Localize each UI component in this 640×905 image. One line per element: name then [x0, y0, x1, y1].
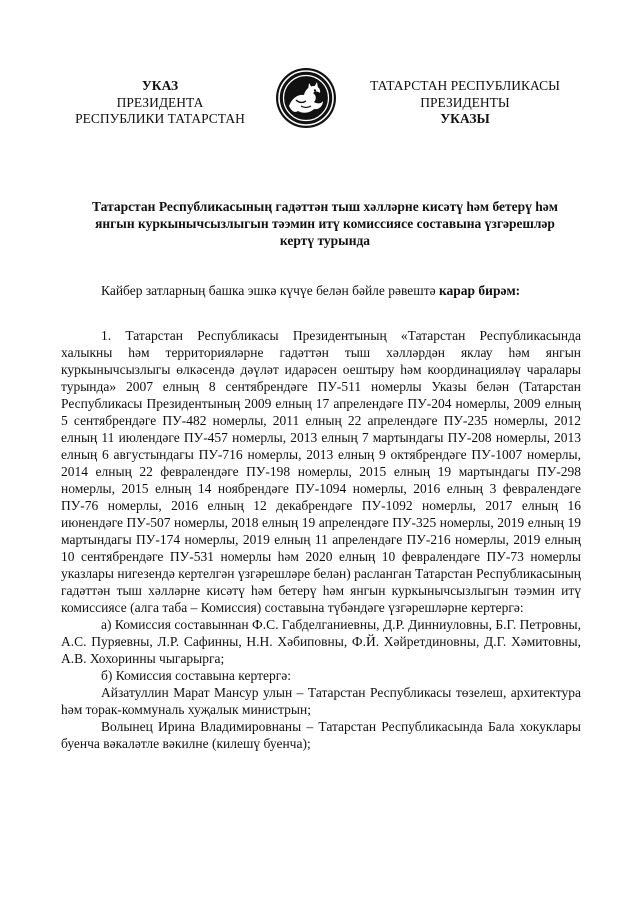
- header-left-line-3: РЕСПУБЛИКИ ТАТАРСТАН: [75, 111, 245, 126]
- decree-title: Татарстан Республикасының гадәттән тыш хәлләрне кисәтү һәм бетерү һәм янгын куркынычсызлыгын тәэмин итү комиссиясе составына үзгәрешләр кертү турында: [92, 199, 558, 248]
- decree-body: [61, 282, 581, 752]
- header-right-tatar: [352, 78, 578, 128]
- member-volynets: Волынец Ирина Владимировнаны – Татарстан Республикасында Бала хокуклары буенча вәкаләтле вәкилне (килешү буенча);: [61, 719, 581, 751]
- paragraph-b: б) Комиссия составына кертергә:: [101, 668, 291, 683]
- preamble-resolution: карар бирәм:: [438, 283, 521, 298]
- header-right-line-1: ТАТАРСТАН РЕСПУБЛИКАСЫ: [370, 78, 560, 93]
- document-header: [0, 78, 640, 148]
- preamble: [61, 282, 581, 299]
- header-right-line-2: ПРЕЗИДЕНТЫ: [420, 94, 510, 110]
- header-left-russian: [40, 78, 280, 128]
- member-aizatullin: Айзатуллин Марат Мансур улын – Татарстан Республикасы төзелеш, архитектура һәм торак-коммуналь хуҗалык министрын;: [61, 685, 581, 717]
- header-left-line-1: УКАЗ: [141, 78, 179, 93]
- preamble-text: Кайбер затларның башка эшкә күчүе белән бәйле рәвештә: [101, 283, 439, 298]
- header-right-line-3: УКАЗЫ: [440, 111, 490, 126]
- header-left-line-2: ПРЕЗИДЕНТА: [116, 94, 204, 110]
- paragraph-1: 1. Татарстан Республикасы Президентының «Татарстан Республикасында халыкны һәм территорияләрне гадәттән тыш хәлләрдән яклау һәм янгын куркынычсызлыгы өлкәсендә дәүләт идарәсен оештыру һәм координацияләү чаралары турында» 2007 елның 8 сентябрендәге ПУ-511 номерлы Указы белән (Татарстан Республикасы Президентының 2009 елның 17 апрелендәге ПУ-204 номерлы, 2009 елның 5 сентябрендәге ПУ-482 номерлы, 2011 елның 22 апрелендәге ПУ-235 номерлы, 2012 елның 11 июлендәге ПУ-457 номерлы, 2013 елның 7 мартындагы ПУ-208 номерлы, 2013 елның 6 августындагы ПУ-716 номерлы, 2013 елның 9 октябрендәге ПУ-1007 номерлы, 2014 елның 22 февралендәге ПУ-198 номерлы, 2015 елның 19 мартындагы ПУ-298 номерлы, 2015 елның 14 ноябрендәге ПУ-1094 номерлы, 2016 елның 3 февралендәге ПУ-76 номерлы, 2016 елның 12 декабрендәге ПУ-1092 номерлы, 2017 елның 16 июнендәге ПУ-507 номерлы, 2018 елның 19 апрелендәге ПУ-325 номерлы, 2019 елның 19 мартындагы ПУ-174 номерлы, 2019 елның 11 апрелендәге ПУ-216 номерлы, 2019 елның 10 сентябрендәге ПУ-531 номерлы һәм 2020 елның 10 февралендәге ПУ-73 номерлы указлары нигезендә кертелгән үзгәрешләре белән) расланган Татарстан Республикасының гадәттән тыш хәлләрне кисәтү һәм бетерү һәм янгын куркынычсызлыгын тәэмин итү комиссиясе (алга таба – Комиссия) составына түбәндәге үзгәрешләрне кертергә:: [61, 328, 581, 615]
- tatarstan-emblem-icon: [274, 66, 338, 130]
- paragraph-a: а) Комиссия составыннан Ф.С. Габделганиевны, Д.Р. Динниуловны, Б.Г. Петровны, А.С. Пуряевны, Л.Р. Сафинны, Н.Н. Хәбиповны, Ф.Й. Хәйретдиновны, Д.Г. Хәмитовны, А.В. Хохоринны чыгарырга;: [61, 617, 581, 666]
